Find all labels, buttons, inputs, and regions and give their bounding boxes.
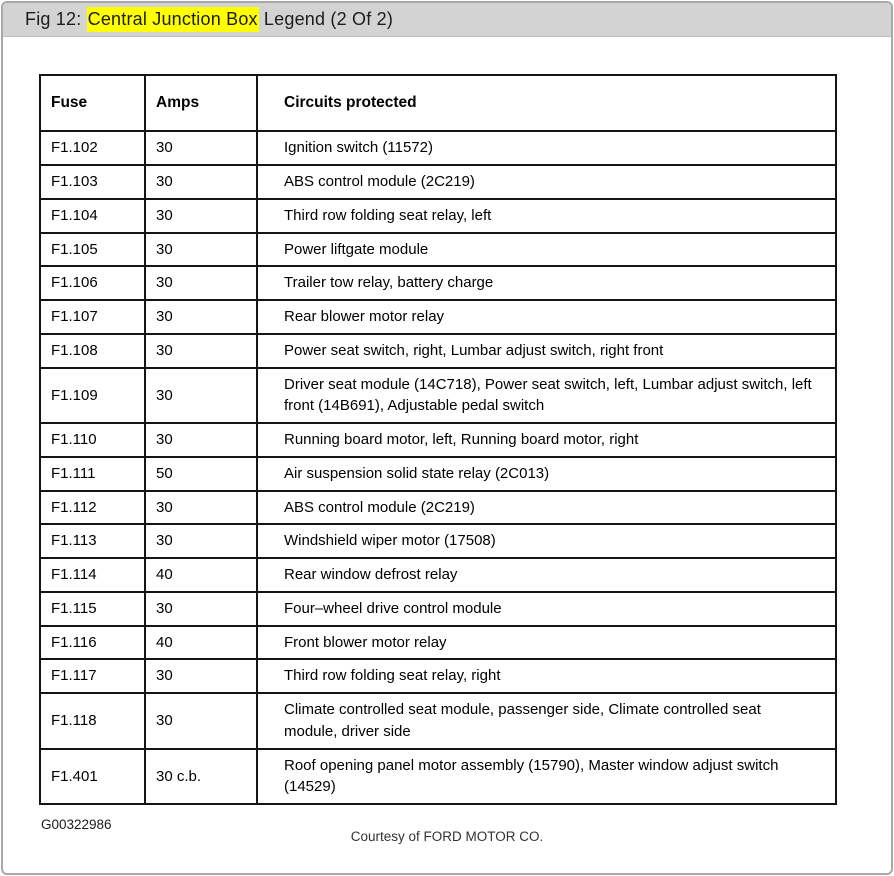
- cell-circuits: ABS control module (2C219): [257, 165, 836, 199]
- table-row: [40, 300, 836, 334]
- table-row: [40, 334, 836, 368]
- fuse-legend-table: [39, 74, 837, 805]
- document-page: [1, 1, 893, 875]
- cell-amps: 30: [145, 592, 257, 626]
- column-header-amps: Amps: [145, 75, 257, 131]
- table-row: [40, 592, 836, 626]
- cell-fuse: F1.113: [40, 524, 145, 558]
- cell-amps: 30: [145, 491, 257, 525]
- cell-amps: 30: [145, 524, 257, 558]
- table-row: [40, 131, 836, 165]
- cell-amps: 30: [145, 368, 257, 424]
- cell-fuse: F1.102: [40, 131, 145, 165]
- table-row: [40, 749, 836, 805]
- figure-title-bar: [3, 3, 891, 37]
- fuse-table-body: [40, 131, 836, 804]
- courtesy-line: Courtesy of FORD MOTOR CO.: [350, 829, 544, 844]
- table-row: [40, 368, 836, 424]
- cell-circuits: ABS control module (2C219): [257, 491, 836, 525]
- table-row: [40, 659, 836, 693]
- cell-amps: 30: [145, 334, 257, 368]
- cell-fuse: F1.111: [40, 457, 145, 491]
- cell-fuse: F1.114: [40, 558, 145, 592]
- cell-amps: 30: [145, 233, 257, 267]
- cell-amps: 40: [145, 626, 257, 660]
- cell-fuse: F1.115: [40, 592, 145, 626]
- cell-amps: 40: [145, 558, 257, 592]
- cell-circuits: Windshield wiper motor (17508): [257, 524, 836, 558]
- cell-fuse: F1.401: [40, 749, 145, 805]
- cell-circuits: Climate controlled seat module, passenger side, Climate controlled seat module, driver side: [257, 693, 836, 749]
- cell-fuse: F1.106: [40, 266, 145, 300]
- cell-circuits: Rear window defrost relay: [257, 558, 836, 592]
- table-row: [40, 233, 836, 267]
- cell-amps: 30: [145, 266, 257, 300]
- cell-fuse: F1.110: [40, 423, 145, 457]
- cell-circuits: Trailer tow relay, battery charge: [257, 266, 836, 300]
- cell-amps: 30: [145, 693, 257, 749]
- cell-circuits: Roof opening panel motor assembly (15790), Master window adjust switch (14529): [257, 749, 836, 805]
- cell-circuits: Running board motor, left, Running board motor, right: [257, 423, 836, 457]
- table-row: [40, 558, 836, 592]
- cell-fuse: F1.112: [40, 491, 145, 525]
- table-header-row: [40, 75, 836, 131]
- figure-title-suffix: Legend (2 Of 2): [258, 9, 394, 29]
- figure-title-highlight: Central Junction Box: [87, 7, 259, 32]
- cell-fuse: F1.118: [40, 693, 145, 749]
- column-header-fuse: Fuse: [40, 75, 145, 131]
- cell-amps: 30 c.b.: [145, 749, 257, 805]
- cell-fuse: F1.108: [40, 334, 145, 368]
- cell-circuits: Front blower motor relay: [257, 626, 836, 660]
- column-header-circuits: Circuits protected: [257, 75, 836, 131]
- cell-circuits: Third row folding seat relay, right: [257, 659, 836, 693]
- cell-amps: 30: [145, 199, 257, 233]
- cell-circuits: Power liftgate module: [257, 233, 836, 267]
- cell-fuse: F1.107: [40, 300, 145, 334]
- table-row: [40, 457, 836, 491]
- table-row: [40, 524, 836, 558]
- table-row: [40, 491, 836, 525]
- cell-amps: 30: [145, 300, 257, 334]
- cell-fuse: F1.104: [40, 199, 145, 233]
- cell-circuits: Third row folding seat relay, left: [257, 199, 836, 233]
- cell-amps: 50: [145, 457, 257, 491]
- figure-id: G00322986: [41, 817, 112, 833]
- cell-circuits: Rear blower motor relay: [257, 300, 836, 334]
- table-row: [40, 199, 836, 233]
- cell-circuits: Power seat switch, right, Lumbar adjust switch, right front: [257, 334, 836, 368]
- cell-amps: 30: [145, 131, 257, 165]
- cell-circuits: Air suspension solid state relay (2C013): [257, 457, 836, 491]
- table-row: [40, 165, 836, 199]
- cell-circuits: Driver seat module (14C718), Power seat switch, left, Lumbar adjust switch, left front (14B691), Adjustable pedal switch: [257, 368, 836, 424]
- cell-fuse: F1.103: [40, 165, 145, 199]
- cell-circuits: Ignition switch (11572): [257, 131, 836, 165]
- cell-fuse: F1.116: [40, 626, 145, 660]
- cell-fuse: F1.105: [40, 233, 145, 267]
- table-row: [40, 626, 836, 660]
- table-row: [40, 423, 836, 457]
- cell-fuse: F1.109: [40, 368, 145, 424]
- cell-circuits: Four–wheel drive control module: [257, 592, 836, 626]
- cell-amps: 30: [145, 423, 257, 457]
- table-row: [40, 266, 836, 300]
- cell-amps: 30: [145, 165, 257, 199]
- cell-fuse: F1.117: [40, 659, 145, 693]
- figure-title-prefix: Fig 12:: [25, 9, 87, 29]
- table-row: [40, 693, 836, 749]
- cell-amps: 30: [145, 659, 257, 693]
